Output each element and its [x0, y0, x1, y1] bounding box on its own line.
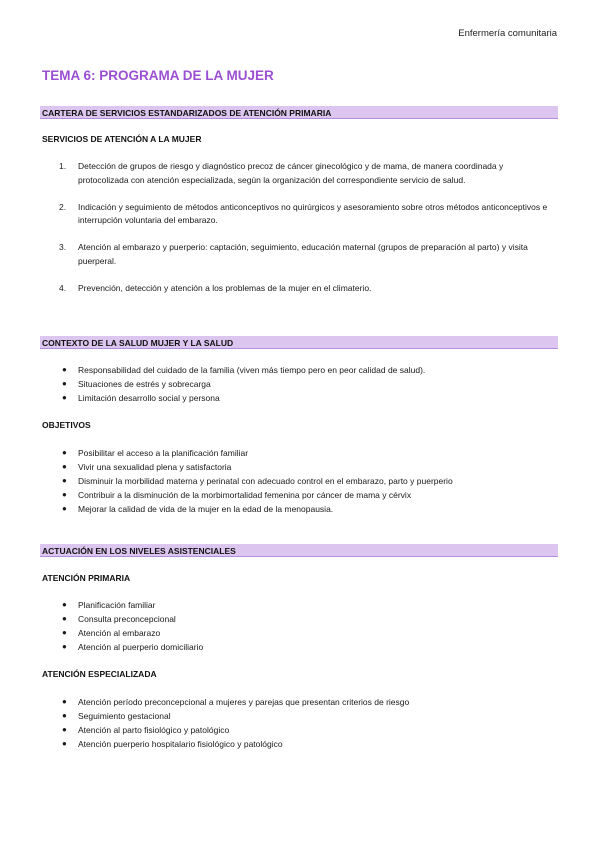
item-text: Vivir una sexualidad plena y satisfactoria [78, 462, 232, 472]
item-text: Atención al embarazo y puerperio: captación, seguimiento, educación maternal (grupos de preparación al parto) y visita puerperal. [78, 242, 528, 266]
item-number: 3. [59, 242, 67, 252]
bullet-icon: ● [62, 642, 67, 651]
bullet-icon: ● [62, 725, 67, 734]
subhead-objetivos: OBJETIVOS [42, 420, 91, 430]
bullet-icon: ● [62, 628, 67, 637]
list-item [62, 737, 558, 751]
subhead-atencion-especializada: ATENCIÓN ESPECIALIZADA [42, 669, 157, 679]
item-text: Contribuir a la disminución de la morbimortalidad femenina por cáncer de mama y cérvix [78, 490, 412, 500]
bullet-icon: ● [62, 711, 67, 720]
subhead-atencion-primaria: ATENCIÓN PRIMARIA [42, 573, 131, 583]
list-item [56, 201, 556, 228]
list-item [62, 488, 558, 502]
list-item [62, 695, 558, 709]
page-title: TEMA 6: PROGRAMA DE LA MUJER [42, 68, 274, 83]
item-number: 4. [59, 282, 67, 293]
item-text: Mejorar la calidad de vida de la mujer en la edad de la menopausia. [78, 504, 334, 514]
primary-care-list [62, 598, 558, 654]
list-item [62, 626, 558, 640]
item-text: Seguimiento gestacional [78, 711, 171, 721]
list-item [62, 612, 558, 626]
section-bar-contexto: CONTEXTO DE LA SALUD MUJER Y LA SALUD [40, 336, 558, 349]
item-number: 1. [59, 161, 67, 171]
list-item [62, 598, 558, 612]
item-text: Atención al parto fisiológico y patológico [78, 725, 230, 735]
specialized-care-list [62, 695, 558, 751]
running-header: Enfermería comunitaria [458, 28, 557, 39]
list-item [62, 709, 558, 723]
list-item [62, 474, 558, 488]
objectives-list [62, 446, 558, 516]
item-text: Planificación familiar [78, 600, 156, 610]
item-number: 2. [59, 201, 67, 212]
bullet-icon: ● [62, 365, 67, 374]
bullet-icon: ● [62, 614, 67, 623]
bullet-icon: ● [62, 739, 67, 748]
list-item [62, 377, 558, 391]
bullet-icon: ● [62, 504, 67, 513]
bullet-icon: ● [62, 393, 67, 402]
item-text: Detección de grupos de riesgo y diagnóstico precoz de cáncer ginecológico y de mama, de manera coordinada y protocolizada con atención especializada, según la organización del correspondiente servicio de salud. [78, 161, 504, 185]
item-text: Atención puerperio hospitalario fisiológico y patológico [78, 739, 283, 749]
bullet-icon: ● [62, 490, 67, 499]
item-text: Posibilitar el acceso a la planificación familiar [78, 448, 249, 458]
list-item [62, 502, 558, 516]
services-list [56, 160, 556, 309]
list-item [62, 723, 558, 737]
bullet-icon: ● [62, 448, 67, 457]
list-item [62, 460, 558, 474]
list-item [62, 391, 558, 405]
item-text: Situaciones de estrés y sobrecarga [78, 379, 211, 389]
bullet-icon: ● [62, 600, 67, 609]
section-bar-actuacion: ACTUACIÓN EN LOS NIVELES ASISTENCIALES [40, 544, 558, 557]
bullet-icon: ● [62, 462, 67, 471]
item-text: Consulta preconcepcional [78, 614, 176, 624]
list-item [62, 363, 558, 377]
item-text: Atención al puerperio domiciliario [78, 642, 204, 652]
list-item [56, 160, 556, 187]
context-list [62, 363, 558, 405]
list-item [56, 241, 556, 268]
item-text: Responsabilidad del cuidado de la familia (viven más tiempo pero en peor calidad de salud). [78, 365, 426, 375]
list-item [62, 640, 558, 654]
section-bar-cartera: CARTERA DE SERVICIOS ESTANDARIZADOS DE ATENCIÓN PRIMARIA [40, 106, 558, 119]
subhead-servicios: SERVICIOS DE ATENCIÓN A LA MUJER [42, 134, 202, 144]
item-text: Indicación y seguimiento de métodos anticonceptivos no quirúrgicos y asesoramiento sobre otros métodos anticonceptivos e interrupción voluntaria del embarazo. [78, 201, 548, 225]
bullet-icon: ● [62, 697, 67, 706]
bullet-icon: ● [62, 379, 67, 388]
item-text: Limitación desarrollo social y persona [78, 393, 220, 403]
bullet-icon: ● [62, 476, 67, 485]
item-text: Prevención, detección y atención a los problemas de la mujer en el climaterio. [78, 282, 372, 293]
list-item [62, 446, 558, 460]
item-text: Atención al embarazo [78, 628, 161, 638]
item-text: Atención período preconcepcional a mujeres y parejas que presentan criterios de riesgo [78, 697, 410, 707]
item-text: Disminuir la morbilidad materna y perinatal con adecuado control en el embarazo, parto y puerperio [78, 476, 453, 486]
list-item [56, 282, 556, 296]
